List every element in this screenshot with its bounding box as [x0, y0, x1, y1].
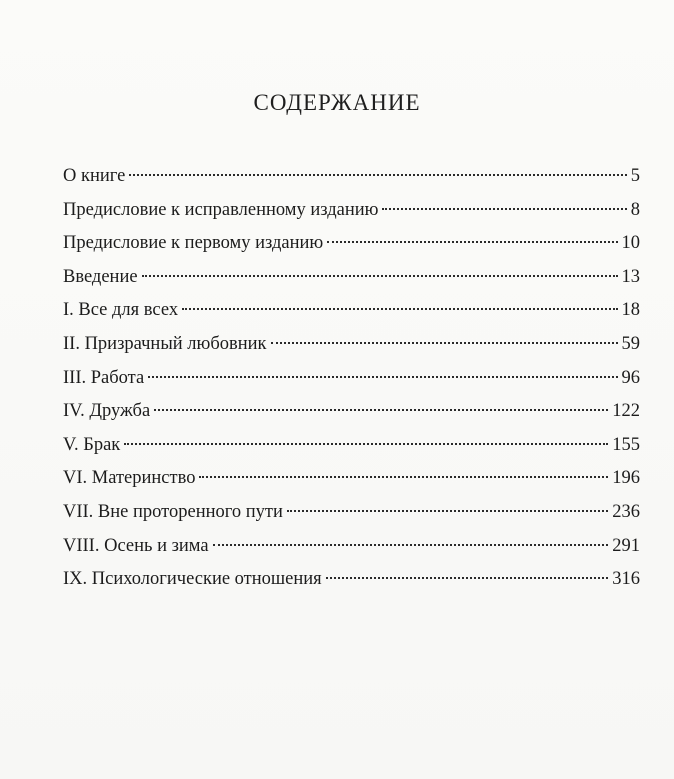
- page-title: СОДЕРЖАНИЕ: [253, 90, 421, 115]
- toc-entry: [63, 395, 640, 429]
- toc-dot-leader: [382, 208, 626, 210]
- toc-entry: [63, 496, 640, 530]
- toc-entry: [63, 429, 640, 463]
- toc-entry-title: VII. Вне проторенного пути: [63, 501, 283, 522]
- toc-dot-leader: [213, 544, 609, 546]
- toc-dot-leader: [326, 577, 609, 579]
- toc-entry-title: VIII. Осень и зима: [63, 535, 209, 556]
- toc-entry-title: Предисловие к первому изданию: [63, 233, 324, 254]
- toc-page-number: 155: [612, 434, 640, 455]
- toc-page-number: 5: [630, 166, 640, 186]
- toc-entry-title: VI. Материнство: [63, 468, 196, 489]
- toc-dot-leader: [124, 443, 608, 445]
- toc-entry: [63, 530, 640, 564]
- toc-dot-leader: [199, 476, 608, 478]
- toc-dot-leader: [287, 510, 608, 512]
- toc-entry: [63, 362, 640, 396]
- toc-entry-title: О книге: [63, 166, 126, 186]
- toc-dot-leader: [271, 342, 618, 344]
- toc-dot-leader: [129, 174, 626, 176]
- toc-page-number: 96: [621, 367, 640, 388]
- toc-page-number: 59: [621, 333, 640, 354]
- toc-entry-title: Введение: [63, 266, 138, 287]
- toc-page-number: 13: [621, 266, 640, 287]
- toc-entry-title: IV. Дружба: [63, 401, 151, 422]
- toc-page-number: 10: [621, 233, 640, 254]
- toc-entry-title: III. Работа: [63, 367, 145, 388]
- toc-entry: [63, 328, 640, 362]
- toc-page-number: 18: [621, 300, 640, 321]
- toc-dot-leader: [142, 275, 618, 277]
- toc-entry-title: V. Брак: [63, 434, 121, 455]
- toc-entry: [63, 160, 640, 194]
- toc-entry: [63, 194, 640, 228]
- toc-dot-leader: [154, 409, 608, 411]
- toc-page-number: 236: [612, 501, 640, 522]
- toc-page-number: 196: [612, 468, 640, 489]
- toc-dot-leader: [182, 308, 617, 310]
- toc-entry: [63, 563, 640, 597]
- toc-entry-title: Предисловие к исправленному изданию: [63, 199, 379, 220]
- toc-entry-title: II. Призрачный любовник: [63, 333, 267, 354]
- toc-dot-leader: [327, 241, 617, 243]
- toc-page-number: 122: [612, 401, 640, 422]
- toc-page-number: 291: [612, 535, 640, 556]
- toc-entry: [63, 261, 640, 295]
- toc-dot-leader: [148, 376, 617, 378]
- toc-entry-title: I. Все для всех: [63, 300, 179, 321]
- toc-entry: [63, 294, 640, 328]
- toc-page-number: 316: [612, 569, 640, 590]
- toc-entry: [63, 462, 640, 496]
- toc-page-number: 8: [630, 199, 640, 220]
- toc-entry: [63, 227, 640, 261]
- table-of-contents: [63, 160, 640, 597]
- toc-entry-title: IX. Психологические отношения: [63, 569, 322, 590]
